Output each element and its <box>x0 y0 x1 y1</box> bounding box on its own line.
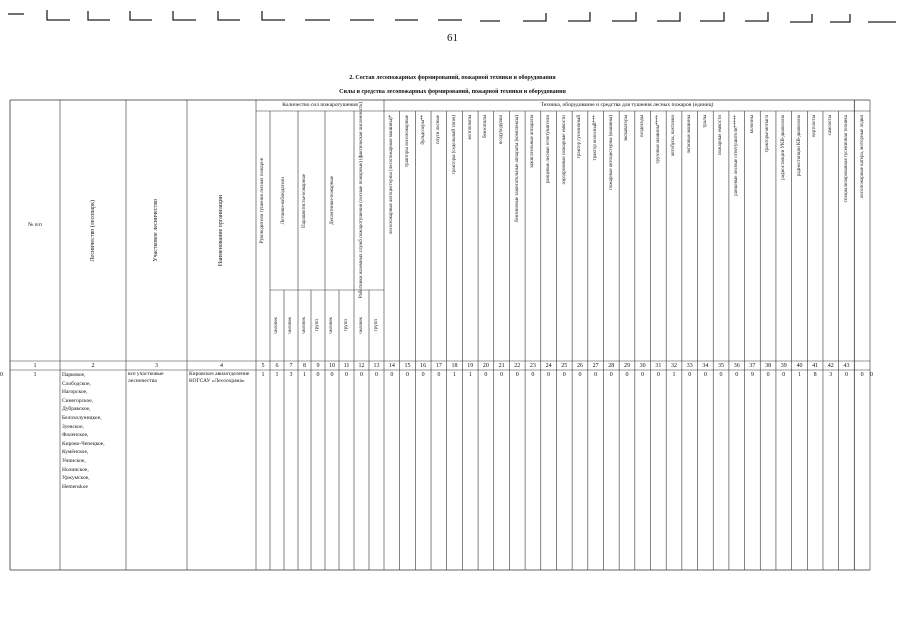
row-value: 0 <box>316 372 320 378</box>
header-org-label: Наименование организации <box>218 194 225 267</box>
row-value: 0 <box>656 372 660 378</box>
force-col-label: Парашютисты-пожарные <box>301 173 307 228</box>
row-value: 0 <box>437 372 441 378</box>
row-value: 1 <box>453 372 457 378</box>
row-value: 0 <box>766 372 770 378</box>
column-number: 23 <box>529 363 536 369</box>
column-number: 34 <box>702 363 709 369</box>
forestry-list-item: Синегорское, <box>62 397 94 404</box>
equipment-col-label: тракторы (седельный тягач) <box>451 115 457 175</box>
equipment-col-label: колонны <box>749 115 755 134</box>
column-number: 42 <box>827 363 834 369</box>
equipment-col-header <box>792 115 808 357</box>
header-org <box>187 104 256 357</box>
equipment-col-header <box>541 115 557 357</box>
row-value: 0 <box>844 372 848 378</box>
force-unit-label: человек <box>288 317 294 334</box>
equipment-col-header <box>431 115 447 357</box>
equipment-col-header <box>698 115 714 357</box>
equipment-col-label: самолеты <box>828 115 834 136</box>
equipment-col-label: тракторы лесопожарные <box>404 115 410 168</box>
column-number: 43 <box>843 363 850 369</box>
equipment-col-header <box>494 115 510 357</box>
equipment-col-label: пожарные емкости <box>718 115 724 155</box>
column-number: 10 <box>329 363 335 369</box>
row-value: 1 <box>468 372 472 378</box>
column-number: 7 <box>289 363 293 369</box>
column-number: 2 <box>91 363 95 369</box>
forestry-list-item: Нолинское, <box>62 466 89 473</box>
equipment-col-label: пожарные автоцистерны (машины) <box>608 115 614 190</box>
force-col-label: Руководители тушения лесных пожаров <box>260 157 266 244</box>
equipment-col-header <box>462 115 478 357</box>
equipment-col-label: трактор гусеничный <box>577 115 583 159</box>
row-number: 1 <box>33 372 37 378</box>
force-col-label: Работники наземных служб пожаротушения (лесные пожарные) (фактическая численность) <box>358 102 364 299</box>
forestry-list-item: Белохолуницкое, <box>62 415 102 421</box>
row-value: 0 <box>406 372 409 378</box>
equipment-col-label: трактор колесный*** <box>593 115 598 161</box>
column-number: 24 <box>545 363 552 369</box>
equipment-col-header <box>603 115 619 357</box>
equipment-col-label: тралы <box>702 115 708 128</box>
row-value: 1 <box>303 372 306 378</box>
equipment-col-header <box>666 115 682 357</box>
row-value: 0 <box>860 372 864 378</box>
column-number: 5 <box>261 363 265 369</box>
row-value: 0 <box>870 372 873 378</box>
equipment-col-label: бензопилы <box>483 115 489 139</box>
column-number: 40 <box>796 363 803 369</box>
force-unit-header <box>354 293 369 358</box>
row-value: 3 <box>829 372 833 378</box>
page-number: 61 <box>447 32 458 44</box>
table-title: Силы и средства лесопожарных формирований, пожарной техники и оборудования <box>339 89 566 95</box>
equipment-col-label: бульдозеры** <box>420 115 426 145</box>
equipment-col-header <box>760 115 776 357</box>
row-value: 0 <box>594 372 598 378</box>
column-number: 3 <box>155 363 158 369</box>
column-number: 31 <box>655 363 662 369</box>
equipment-col-label: радиостанции КВ-диапазона <box>796 115 802 177</box>
column-number: 27 <box>592 363 599 369</box>
row-value: 0 <box>360 372 363 378</box>
row-value: 0 <box>578 372 582 378</box>
row-district: все участковые лесничества <box>128 371 164 384</box>
equipment-col-header <box>682 115 698 357</box>
force-col-header <box>256 115 270 286</box>
equipment-group-header: Техника, оборудование и средства для тушения лесных пожаров (единиц) <box>540 102 714 108</box>
force-unit-header <box>325 293 339 358</box>
row-value: 0 <box>515 372 519 378</box>
column-number: 9 <box>316 363 320 369</box>
equipment-col-header <box>745 115 761 357</box>
header-forestry <box>60 104 126 357</box>
column-number: 13 <box>373 363 380 369</box>
forestry-list-item: Фаленское, <box>62 432 89 439</box>
row-value: 0 <box>782 372 786 378</box>
equipment-col-label: тракторы-мотыги <box>765 115 771 153</box>
equipment-col-label: лесопожарные автоцистерны (лесопожарные машины)* <box>389 115 395 235</box>
force-unit-label: групп <box>343 319 349 332</box>
row-value: 1 <box>797 372 801 378</box>
force-unit-label: человек <box>358 317 364 334</box>
column-number: 16 <box>420 363 427 369</box>
equipment-col-header <box>415 115 431 357</box>
equipment-col-header <box>447 115 463 357</box>
force-unit-label: человек <box>329 317 335 334</box>
row-value: 0 <box>703 372 707 378</box>
equipment-col-label: воздуходувки <box>498 115 504 144</box>
equipment-col-header <box>400 115 416 357</box>
force-unit-label: групп <box>373 319 379 332</box>
force-unit-header <box>284 293 298 358</box>
column-number: 6 <box>275 363 279 369</box>
equipment-col-header <box>556 115 572 357</box>
column-number: 29 <box>623 363 630 369</box>
equipment-col-label: плуги лесные <box>436 115 442 144</box>
row-value: 1 <box>261 372 265 378</box>
row-value: 0 <box>500 372 504 378</box>
equipment-col-header <box>839 115 855 357</box>
equipment-col-header <box>478 115 494 357</box>
row-value: 0 <box>345 372 348 378</box>
forces-group-header: Количество сил пожаротушения <box>282 102 358 108</box>
header-forestry-label: Лесничество (лесопарк) <box>89 199 96 262</box>
force-unit-header <box>298 293 311 358</box>
equipment-col-header <box>729 115 745 357</box>
column-number: 30 <box>639 363 646 369</box>
equipment-col-header <box>651 115 667 357</box>
forestry-list-item: Кумёнское, <box>62 449 89 456</box>
equipment-col-label: зажигательные аппараты <box>530 115 536 169</box>
equipment-col-label: бензиновые зажигательные аппараты (комплексы) <box>514 115 520 222</box>
row-value: 0 <box>375 372 378 378</box>
column-number: 12 <box>358 363 365 369</box>
force-unit-header <box>270 293 284 358</box>
force-col-label: Летчики-наблюдатели <box>281 176 287 225</box>
header-num: № п/п <box>27 222 43 228</box>
row-value: 3 <box>289 372 293 378</box>
force-unit-label: человек <box>274 317 280 334</box>
column-number: 38 <box>765 363 772 369</box>
column-number: 14 <box>388 363 395 369</box>
forestry-list-item: Дубравское, <box>62 406 91 413</box>
force-unit-label: групп <box>315 319 321 332</box>
equipment-col-label: специализированная гусеничная техника <box>843 115 849 203</box>
equipment-col-label: вертолеты <box>812 115 818 137</box>
equipment-col-label: лесопожарные катера, моторные лодки <box>859 115 865 199</box>
row-value: 9 <box>750 372 754 378</box>
row-value: 0 <box>719 372 723 378</box>
column-number: 4 <box>220 363 223 369</box>
equipment-col-label: автобусы, вахтовки <box>671 115 677 156</box>
force-unit-header <box>339 293 354 358</box>
row-value: 0 <box>547 372 551 378</box>
equipment-col-header <box>619 115 635 357</box>
column-number: 33 <box>686 363 693 369</box>
column-number: 20 <box>482 363 489 369</box>
row-value: 0 <box>641 372 645 378</box>
equipment-col-header <box>776 115 792 357</box>
equipment-col-label: легковые машины <box>687 115 693 154</box>
equipment-col-header <box>588 115 604 357</box>
forestry-list-item: Слободское, <box>62 380 91 387</box>
forestry-list-item: Нагорское, <box>62 389 88 396</box>
column-number: 26 <box>576 363 583 369</box>
row-org: Кировское авиаотделение КОГСАУ «Лесоохрана» <box>189 371 250 384</box>
forestry-list-item: Унинское, <box>62 458 86 464</box>
row-value: 1 <box>672 372 676 378</box>
force-col-label: Десантники-пожарные <box>329 176 335 225</box>
column-number: 35 <box>718 363 725 369</box>
column-number: 17 <box>435 363 442 369</box>
row-value: 0 <box>330 372 334 378</box>
row-value: 0 <box>421 372 425 378</box>
forestry-list-item: Зуевское, <box>62 423 84 430</box>
forestry-list-item: Кирово-Чепецкое, <box>62 440 105 447</box>
equipment-col-header <box>525 115 541 357</box>
column-number: 21 <box>498 363 505 369</box>
equipment-col-header <box>635 115 651 357</box>
equipment-col-label: ранцевые лесные огнетушители <box>545 115 551 184</box>
equipment-col-label: ранцевые лесные огнетушители***** <box>734 115 740 196</box>
row-value: 0 <box>609 372 613 378</box>
column-number: 36 <box>733 363 740 369</box>
equipment-col-header <box>572 115 588 357</box>
equipment-col-header <box>509 115 525 357</box>
column-number: 37 <box>749 363 756 369</box>
force-unit-header <box>369 293 384 358</box>
forestry-list-item: Парковое, <box>62 372 86 378</box>
equipment-col-header <box>713 115 729 357</box>
column-number: 1 <box>33 363 37 369</box>
equipment-col-label: аэродромные пожарные емкости <box>561 115 567 185</box>
equipment-col-label: грузовые машины**** <box>655 115 661 164</box>
equipment-col-header <box>807 115 823 357</box>
row-value: 0 <box>688 372 692 378</box>
forestry-list-item: Неmenskoe <box>62 483 88 490</box>
column-number: 11 <box>343 363 350 369</box>
equipment-col-header <box>384 115 400 357</box>
equipment-col-label: мотопомпы <box>467 115 473 140</box>
column-number: 15 <box>404 363 411 369</box>
row-value: 0 <box>562 372 566 378</box>
force-col-header <box>339 102 384 299</box>
equipment-col-header <box>823 115 839 357</box>
row-value: 0 <box>484 372 488 378</box>
column-number: 25 <box>561 363 568 369</box>
equipment-col-label: радиостанции УКВ-диапазона <box>781 115 787 180</box>
forestry-list-item: Уржумское, <box>62 475 90 482</box>
row-value: 0 <box>0 372 3 378</box>
header-district-label: Участковое лесничество <box>153 199 160 262</box>
row-value: 0 <box>390 372 394 378</box>
column-number: 39 <box>780 363 787 369</box>
column-number: 28 <box>608 363 615 369</box>
row-value: 1 <box>275 372 279 378</box>
column-number: 32 <box>671 363 678 369</box>
equipment-col-header <box>854 115 870 357</box>
column-number: 8 <box>303 363 306 369</box>
row-value: 0 <box>625 372 629 378</box>
row-value: 8 <box>813 372 817 378</box>
equipment-col-label: экскаваторы <box>624 115 630 142</box>
force-unit-label: человек <box>301 317 307 334</box>
section-title: 2. Состав лесопожарных формирований, пожарной техники и оборудования <box>349 75 556 81</box>
equipment-col-label: вездеходы <box>640 115 646 137</box>
force-unit-header <box>311 293 325 358</box>
column-number: 41 <box>812 363 819 369</box>
header-district <box>126 104 187 357</box>
column-number: 19 <box>467 363 474 369</box>
column-number: 18 <box>451 363 458 369</box>
row-value: 0 <box>531 372 535 378</box>
row-value: 0 <box>735 372 739 378</box>
column-number: 22 <box>514 363 521 369</box>
